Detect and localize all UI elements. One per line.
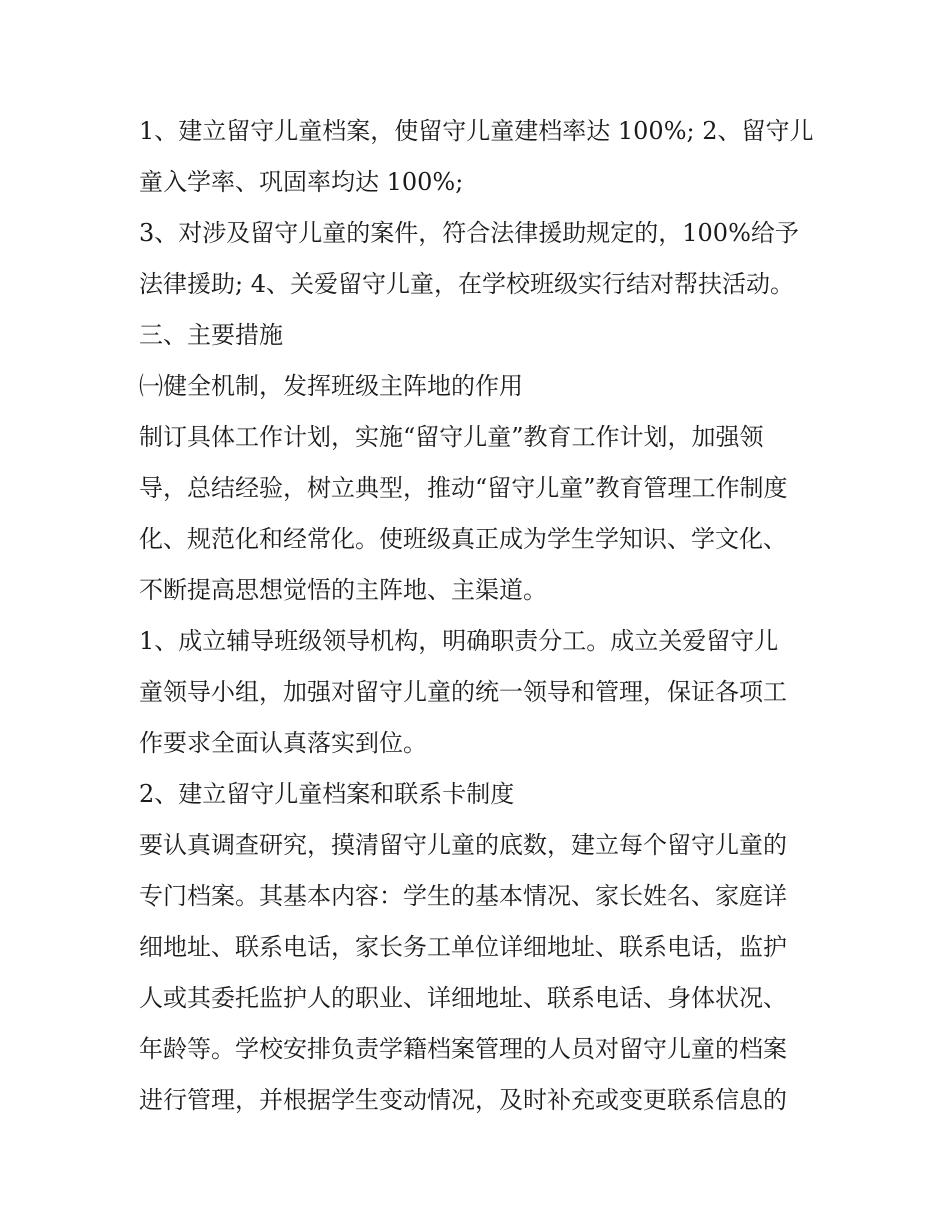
text-line: 要认真调查研究，摸清留守儿童的底数，建立每个留守儿童的 [139, 831, 787, 859]
text-line: 专门档案。其基本内容：学生的基本情况、家长姓名、家庭详 [139, 882, 787, 910]
text-line: 作要求全面认真落实到位。 [139, 729, 427, 757]
text-line: 3、对涉及留守儿童的案件，符合法律援助规定的，100%给予 [139, 219, 799, 247]
document-body [139, 106, 829, 1126]
text-line: 人或其委托监护人的职业、详细地址、联系电话、身体状况、 [139, 984, 787, 1012]
text-line: 童入学率、巩固率均达 100%; [139, 168, 464, 196]
text-line: 细地址、联系电话，家长务工单位详细地址、联系电话，监护 [139, 933, 787, 961]
text-line: 法律援助; 4、关爱留守儿童，在学校班级实行结对帮扶活动。 [139, 270, 794, 298]
text-line: 童领导小组，加强对留守儿童的统一领导和管理，保证各项工 [139, 678, 787, 706]
text-line: 年龄等。学校安排负责学籍档案管理的人员对留守儿童的档案 [139, 1035, 787, 1063]
subsection-heading: ㈠健全机制，发挥班级主阵地的作用 [139, 372, 523, 400]
section-heading: 三、主要措施 [139, 321, 283, 349]
text-line: 1、成立辅导班级领导机构，明确职责分工。成立关爱留守儿 [139, 627, 779, 655]
text-line: 不断提高思想觉悟的主阵地、主渠道。 [139, 576, 547, 604]
text-line: 制订具体工作计划，实施“留守儿童”教育工作计划，加强领 [139, 423, 764, 451]
text-line: 1、建立留守儿童档案，使留守儿童建档率达 100%; 2、留守儿 [139, 117, 814, 145]
text-line: 进行管理，并根据学生变动情况，及时补充或变更联系信息的 [139, 1086, 787, 1114]
text-line: 化、规范化和经常化。使班级真正成为学生学知识、学文化、 [139, 525, 787, 553]
item-heading: 2、建立留守儿童档案和联系卡制度 [139, 780, 515, 808]
text-line: 导，总结经验，树立典型，推动“留守儿童”教育管理工作制度 [139, 474, 788, 502]
